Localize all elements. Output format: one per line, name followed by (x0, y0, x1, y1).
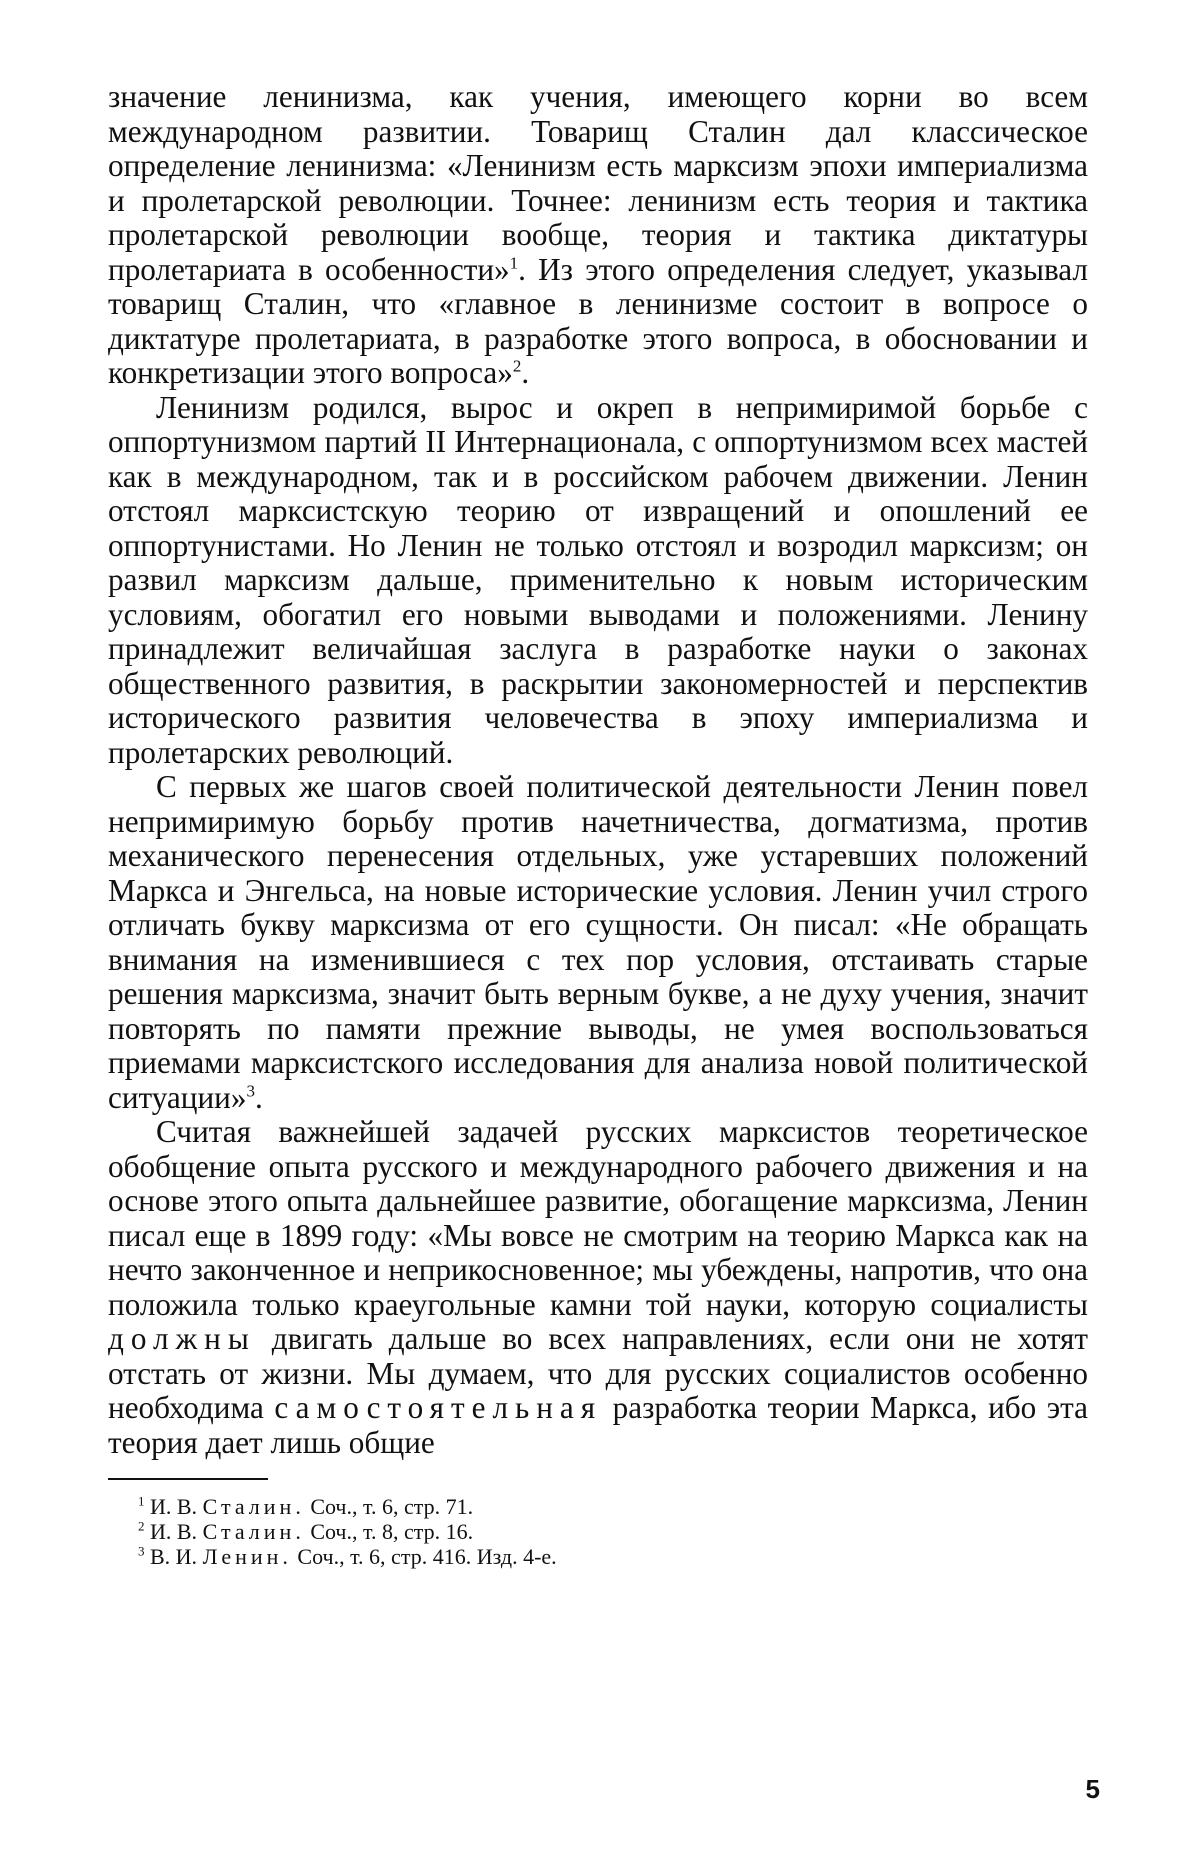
spaced-word-dolzhny: должны (108, 1321, 256, 1356)
footnote-author-initials: И. В. (150, 1519, 198, 1544)
paragraph-1-text-2: . Из этого определения следует, указывал товарищ Сталин, что «главное в ленинизме состоит в вопросе о диктатуре пролетариата, в разработке этого вопроса, в обосновании и конкретизации этого вопроса» (108, 251, 1088, 390)
spaced-word-samostoyatelnaya: самостоятельная (274, 1390, 603, 1425)
footnote-1 (138, 1494, 1088, 1519)
paragraph-3 (108, 770, 1088, 1115)
paragraph-1-text: значение ленинизма, как учения, имеющего корни во всем международном развитии. Товарищ Сталин дал классическое определение ленинизма: «Ленинизм есть марксизм эпохи империализма и пролетарской революции. Точнее: ленинизм есть теория и тактика пролетарской революции вообще, теория и тактика диктатуры пролетариата в особенности» (108, 79, 1088, 287)
footnote-author-name: Сталин. (202, 1494, 305, 1519)
footnote-ref-1[interactable]: 1 (509, 253, 519, 273)
page-body (108, 80, 1088, 1569)
footnote-ref-2[interactable]: 2 (512, 356, 522, 376)
footnote-mark: 1 (138, 1493, 145, 1509)
footnote-mark: 2 (138, 1518, 145, 1534)
paragraph-1-text-3: . (521, 355, 530, 390)
footnote-author-initials: В. И. (150, 1544, 198, 1569)
footnote-source: Соч., т. 8, стр. 16. (310, 1519, 474, 1544)
paragraph-1 (108, 80, 1088, 391)
footnotes (108, 1494, 1088, 1569)
footnote-author-initials: И. В. (150, 1494, 198, 1519)
footnote-3 (138, 1544, 1088, 1569)
paragraph-3-text-2: . (254, 1079, 263, 1115)
paragraph-4-text-2: двигать дальше во всех направлениях, если они не хотят отстать от жизни. Мы думаем, что для русских социалистов особенно необходима (108, 1321, 1089, 1425)
paragraph-4 (108, 1115, 1088, 1460)
paragraph-4-text-3: разработка теории Маркса, ибо эта теория дает лишь общие (108, 1390, 1089, 1460)
paragraph-4-text: Считая важнейшей задачей русских марксистов теоретическое обобщение опыта русского и международного рабочего движения и на основе этого опыта дальнейшее развитие, обогащение марксизма, Ленин писал еще в 1899 году: «Мы вовсе не смотрим на теорию Маркса как на нечто законченное и неприкосновенное; мы убеждены, напротив, что она положила только краеугольные камни той науки, которую социалисты (108, 1114, 1088, 1322)
paragraph-2: Ленинизм родился, вырос и окреп в непримиримой борьбе с оппортунизмом партий II Интернационала, с оппортунизмом всех мастей как в международном, так и в российском рабочем движении. Ленин отстоял марксистскую теорию от извращений и опошлений ее оппортунистами. Но Ленин не только отстоял и возродил марксизм; он развил марксизм дальше, применительно к новым историческим условиям, обогатил его новыми выводами и положениями. Ленину принадлежит величайшая заслуга в разработке науки о законах общественного развития, в раскрытии закономерностей и перспектив исторического развития человечества в эпоху империализма и пролетарских революций. (108, 389, 1088, 770)
footnote-author-name: Ленин. (202, 1544, 292, 1569)
footnote-2 (138, 1519, 1088, 1544)
footnote-divider (108, 1478, 268, 1480)
footnote-mark: 3 (138, 1543, 145, 1559)
footnote-source: Соч., т. 6, стр. 416. Изд. 4-е. (297, 1544, 557, 1569)
footnote-source: Соч., т. 6, стр. 71. (310, 1494, 474, 1519)
footnote-ref-3[interactable]: 3 (246, 1081, 255, 1101)
page-number: 5 (1085, 1774, 1100, 1804)
footnote-author-name: Сталин. (202, 1519, 305, 1544)
paragraph-3-text: С первых же шагов своей политической деятельности Ленин повел непримиримую борьбу против начетничества, догматизма, против механического перенесения отдельных, уже устаревших положений Маркса и Энгельса, на новые исторические условия. Ленин учил строго отличать букву марксизма от его сущности. Он писал: «Не обращать внимания на изменившиеся с тех пор условия, отстаивать старые решения марксизма, значит быть верным букве, а не духу учения, значит повторять по памяти прежние выводы, не умея воспользоваться приемами марксистского исследования для анализа новой политической ситуации» (108, 769, 1088, 1115)
